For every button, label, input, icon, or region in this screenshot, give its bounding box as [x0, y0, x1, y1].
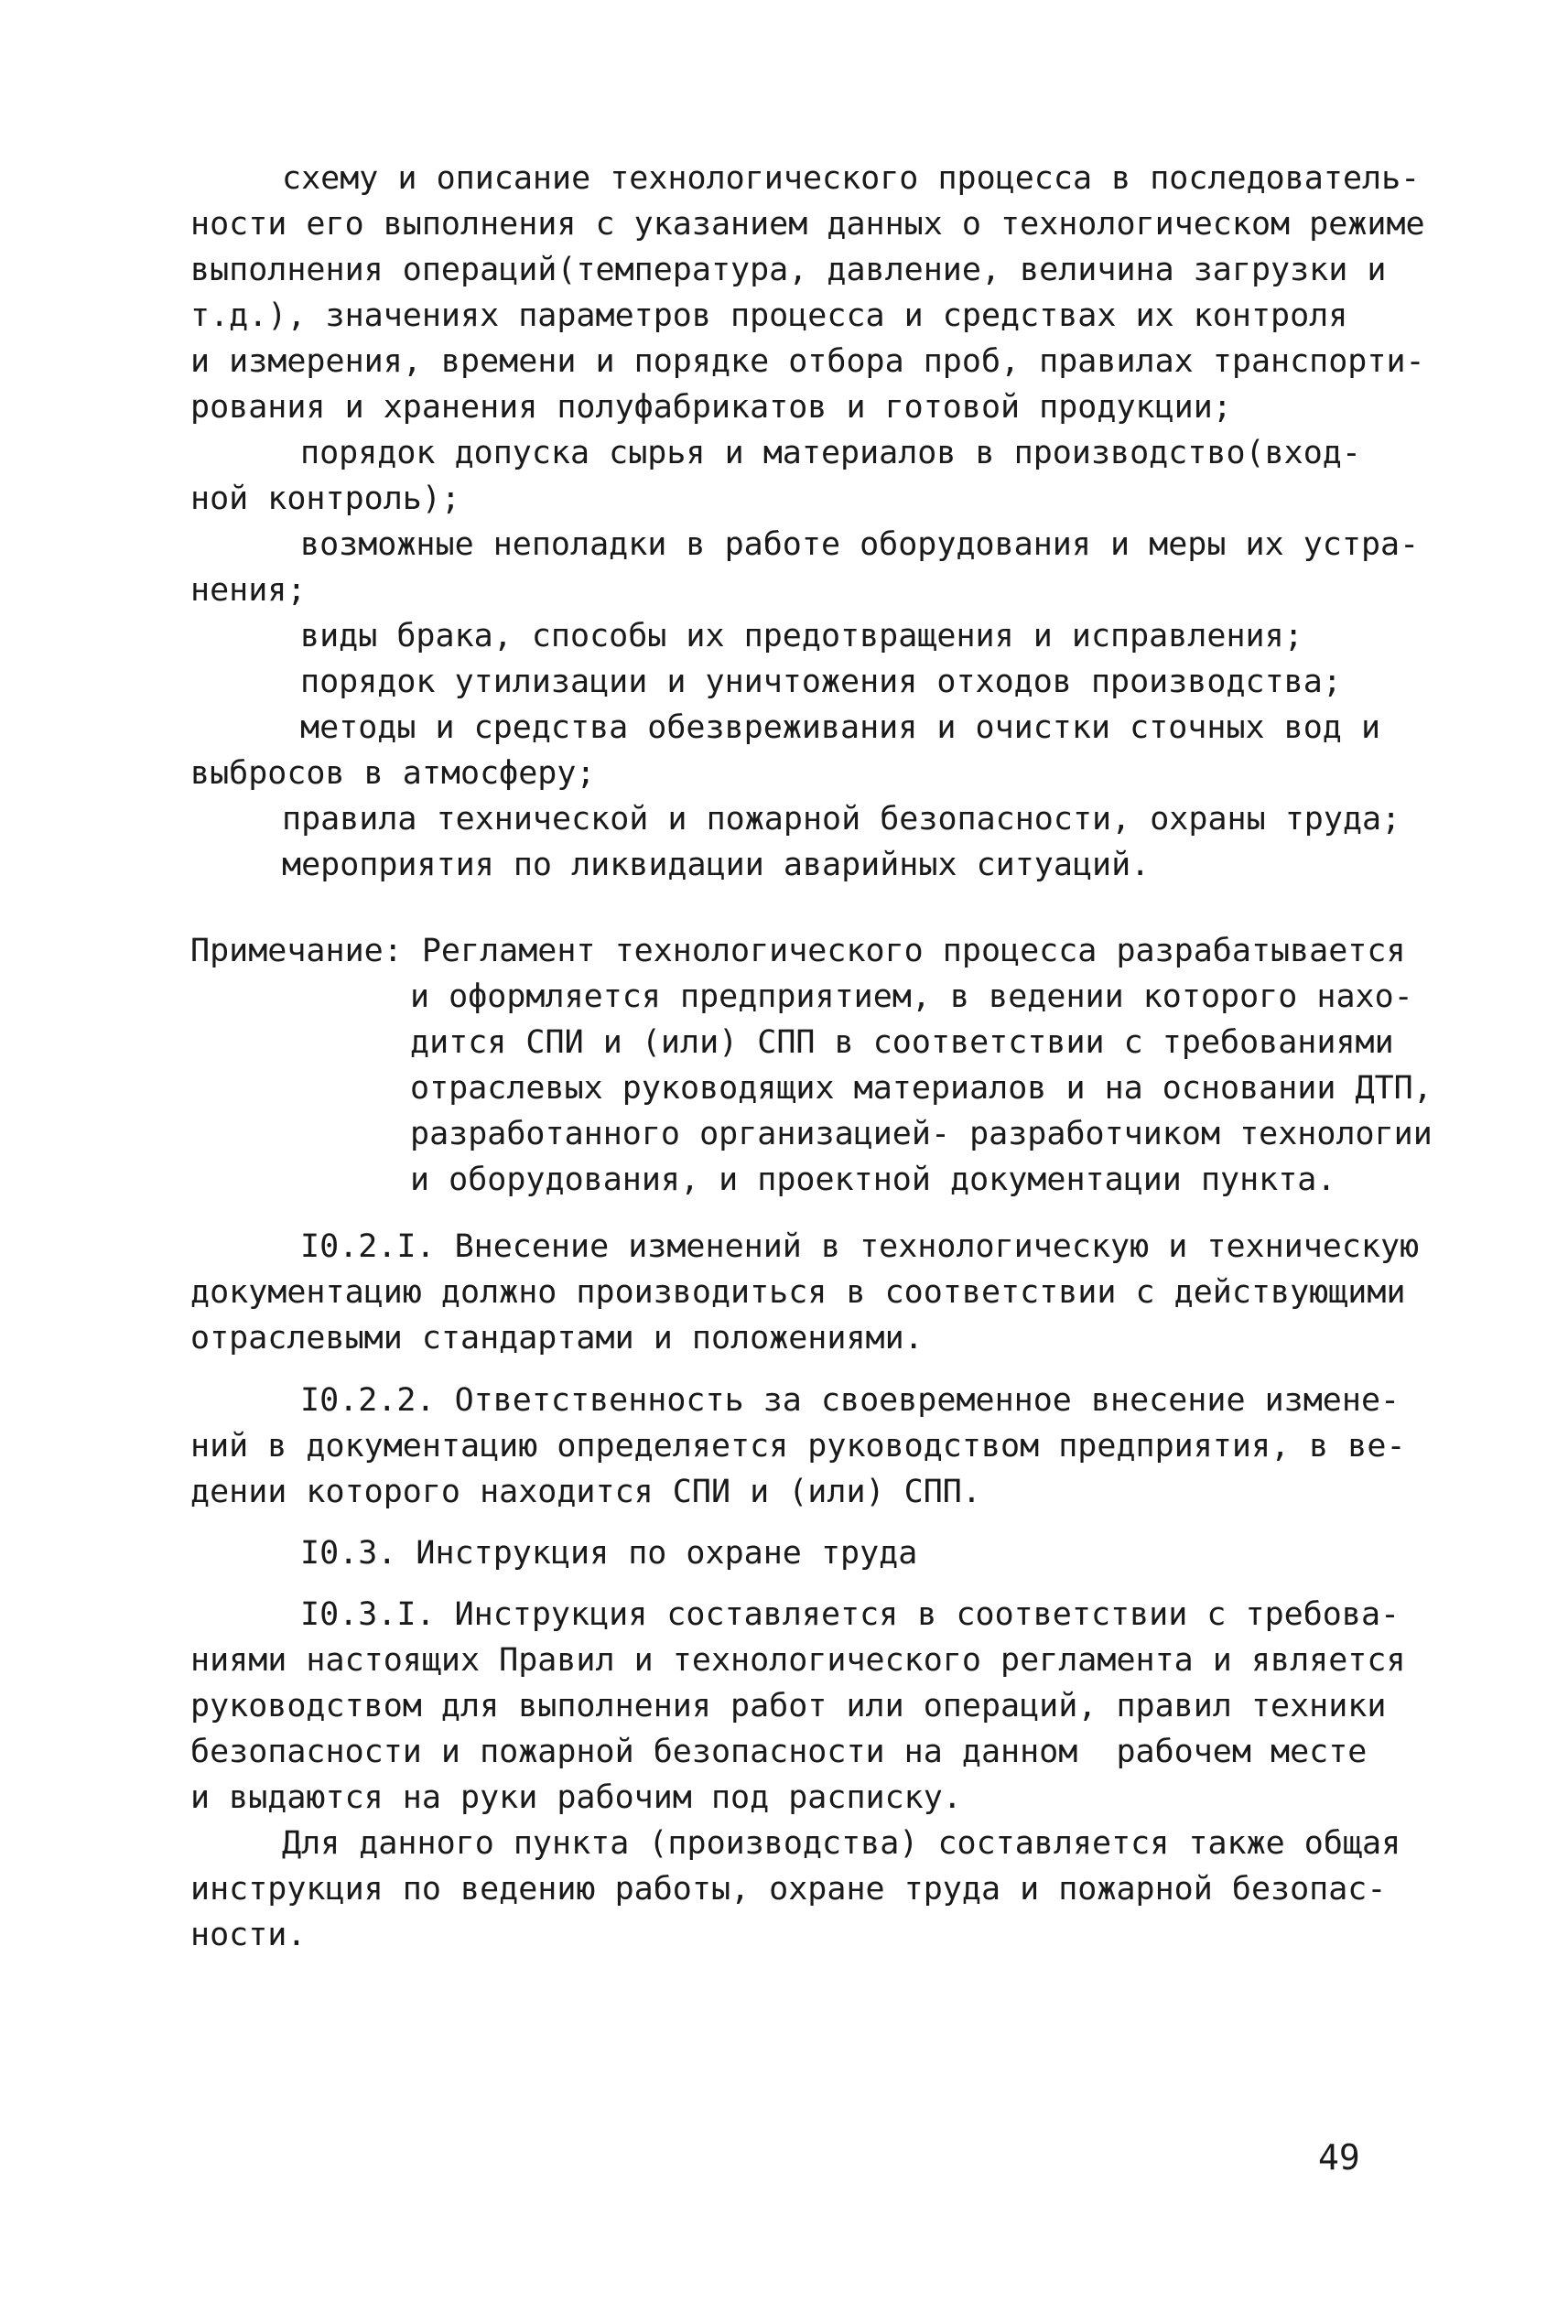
text-line: порядок утилизации и уничтожения отходов производства;	[300, 664, 1342, 700]
text-line: дении которого находится СПИ и (или) СПП.	[190, 1474, 981, 1510]
text-line: т.д.), значениях параметров процесса и средствах их контроля	[190, 297, 1348, 334]
note-line: Примечание: Регламент технологического процесса разрабатывается	[190, 933, 1406, 969]
text-line: виды брака, способы их предотвращения и исправления;	[300, 618, 1303, 654]
text-line: ной контроль);	[190, 481, 461, 517]
text-line: рования и хранения полуфабрикатов и готовой продукции;	[190, 389, 1232, 426]
text-line: I0.2.2. Ответственность за своевременное внесение измене-	[300, 1382, 1400, 1419]
text-line: I0.2.I. Внесение изменений в технологическую и техническую	[300, 1228, 1420, 1265]
text-line: Для данного пункта (производства) составляется также общая	[282, 1825, 1401, 1862]
text-line: отраслевыми стандартами и положениями.	[190, 1320, 924, 1357]
note-line: и оборудования, и проектной документации пункта.	[410, 1162, 1336, 1198]
text-line: документацию должно производиться в соответствии с действующими	[190, 1274, 1406, 1311]
section-heading: I0.3. Инструкция по охране труда	[300, 1535, 918, 1572]
text-line: мероприятия по ликвидации аварийных ситуаций.	[282, 847, 1151, 883]
text-line: безопасности и пожарной безопасности на данном рабочем месте	[190, 1734, 1368, 1770]
note-line: дится СПИ и (или) СПП в соответствии с требованиями	[410, 1024, 1394, 1061]
text-line: возможные неполадки в работе оборудования и меры их устра-	[300, 526, 1420, 563]
note-line: отраслевых руководящих материалов и на основании ДТП,	[410, 1070, 1433, 1107]
note-line: и оформляется предприятием, в ведении которого нахо-	[410, 978, 1413, 1015]
note-line: разработанного организацией- разработчиком технологии	[410, 1116, 1433, 1152]
text-line: ности его выполнения с указанием данных о технологическом режиме	[190, 206, 1425, 243]
text-line: и выдаются на руки рабочим под расписку.	[190, 1779, 962, 1816]
text-line: ности.	[190, 1917, 307, 1953]
text-line: методы и средства обезвреживания и очистки сточных вод и	[300, 709, 1381, 746]
text-line: руководством для выполнения работ или операций, правил техники	[190, 1688, 1387, 1724]
text-line: и измерения, времени и порядке отбора проб, правилах транспорти-	[190, 343, 1425, 380]
text-line: правила технической и пожарной безопасности, охраны труда;	[282, 801, 1401, 838]
text-line: инструкция по ведению работы, охране труда и пожарной безопас-	[190, 1871, 1387, 1908]
text-line: ний в документацию определяется руководством предприятия, в ве-	[190, 1428, 1406, 1465]
text-line: порядок допуска сырья и материалов в производство(вход-	[300, 435, 1361, 471]
text-line: схему и описание технологического процесса в последователь-	[282, 160, 1421, 197]
page-number: 49	[1318, 2137, 1360, 2178]
text-line: выбросов в атмосферу;	[190, 755, 596, 792]
text-line: нения;	[190, 572, 307, 609]
text-line: ниями настоящих Правил и технологического регламента и является	[190, 1642, 1406, 1679]
text-line: I0.3.I. Инструкция составляется в соответствии с требова-	[300, 1596, 1400, 1633]
text-line: выполнения операций(температура, давление, величина загрузки и	[190, 252, 1387, 288]
